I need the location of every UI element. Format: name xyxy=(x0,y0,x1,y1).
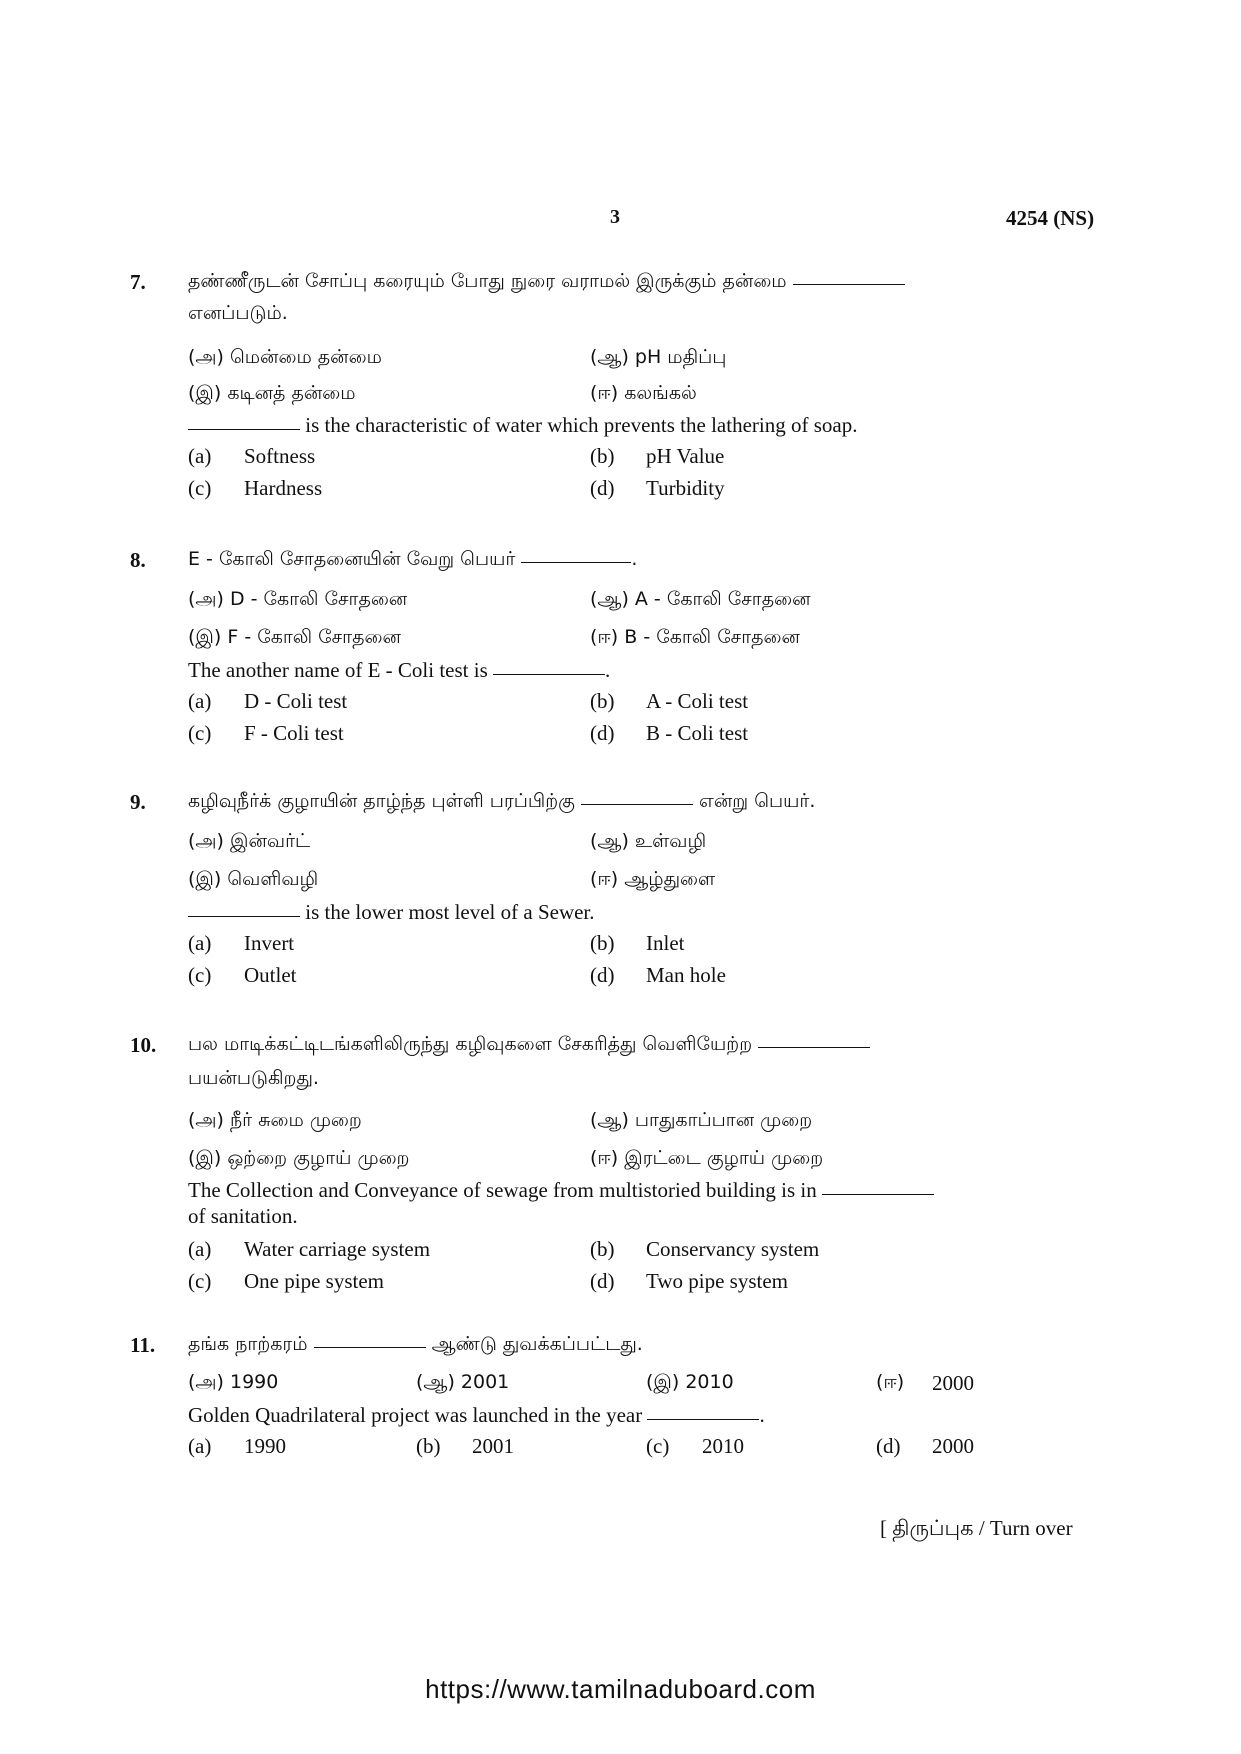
english-question: The another name of E - Coli test is . xyxy=(188,658,611,682)
english-question-text: is the characteristic of water which prevents the lathering of soap. xyxy=(305,413,858,437)
page-number: 3 xyxy=(610,206,620,228)
english-question-text: The Collection and Conveyance of sewage from multistoried building is in xyxy=(188,1178,817,1202)
answer-blank xyxy=(647,1419,759,1420)
paper-code: 4254 (NS) xyxy=(1006,206,1095,230)
tamil-option: (ஈ) B - கோலி சோதனை xyxy=(590,626,800,648)
option-d: (d) 2000 xyxy=(876,1434,974,1458)
tamil-option: (இ) 2010 xyxy=(646,1371,734,1393)
answer-blank xyxy=(188,916,300,917)
english-question-text: is the lower most level of a Sewer. xyxy=(305,900,595,924)
tamil-option: (ஈ) ஆழ்துளை xyxy=(590,868,716,890)
tamil-question: தங்க நாற்கரம் ஆண்டு துவக்கப்பட்டது. xyxy=(188,1333,643,1355)
english-question: Golden Quadrilateral project was launched in the year . xyxy=(188,1403,765,1427)
option-a: (a) Invert xyxy=(188,931,295,955)
answer-blank xyxy=(581,804,693,805)
tamil-option: (ஆ) 2001 xyxy=(416,1371,510,1393)
option-a: (a) D - Coli test xyxy=(188,689,348,713)
option-d: (d) Man hole xyxy=(590,963,726,987)
question-number: 11. xyxy=(130,1333,156,1357)
answer-blank xyxy=(493,674,605,675)
english-question xyxy=(188,900,595,925)
tamil-question-cont: பயன்படுகிறது. xyxy=(188,1067,319,1089)
option-b: (b) Inlet xyxy=(590,931,685,955)
tamil-question-text: கழிவுநீர்க் குழாயின் தாழ்ந்த புள்ளி பரப்பிற்கு xyxy=(188,790,575,812)
question-number: 9. xyxy=(130,790,146,814)
tamil-option: (இ) கடினத் தன்மை xyxy=(188,382,356,404)
footer-url: https://www.tamilnaduboard.com xyxy=(425,1674,816,1704)
tamil-option: (ஈ) xyxy=(876,1371,905,1393)
tamil-option: (அ) D - கோலி சோதனை xyxy=(188,588,408,610)
option-c: (c) 2010 xyxy=(646,1434,744,1458)
tamil-option: (அ) நீர் சுமை முறை xyxy=(188,1109,362,1131)
answer-blank xyxy=(822,1194,934,1195)
option-b: (b) Conservancy system xyxy=(590,1237,820,1261)
english-question xyxy=(188,413,857,438)
answer-blank xyxy=(758,1047,870,1048)
tamil-option: (ஆ) pH மதிப்பு xyxy=(590,346,727,368)
turn-over-note: [ திருப்புக / Turn over xyxy=(880,1516,1073,1540)
tamil-question-cont: எனப்படும். xyxy=(188,302,288,324)
tamil-question xyxy=(188,270,905,295)
tamil-option: (ஆ) A - கோலி சோதனை xyxy=(590,588,811,610)
option-d: (d) B - Coli test xyxy=(590,721,749,745)
tamil-question: கழிவுநீர்க் குழாயின் தாழ்ந்த புள்ளி பரப்பிற்கு என்று பெயர். xyxy=(188,790,816,812)
option-c: (c) One pipe system xyxy=(188,1269,384,1293)
option-c: (c) Hardness xyxy=(188,476,323,500)
option-a: (a) Water carriage system xyxy=(188,1237,431,1261)
option-b: (b) pH Value xyxy=(590,444,725,468)
tamil-question xyxy=(188,1033,870,1058)
english-question-text: Golden Quadrilateral project was launched in the year xyxy=(188,1403,643,1427)
question-number: 8. xyxy=(130,548,146,572)
english-question-text: The another name of E - Coli test is xyxy=(188,658,488,682)
answer-blank xyxy=(521,562,631,563)
tamil-question-text: பல மாடிக்கட்டிடங்களிலிருந்து கழிவுகளை சேகரித்து வெளியேற்ற xyxy=(188,1033,753,1055)
tamil-option: (ஆ) உள்வழி xyxy=(590,830,707,852)
tamil-option: (இ) வெளிவழி xyxy=(188,868,319,890)
option-d: (d) Turbidity xyxy=(590,476,725,500)
option-a: (a) 1990 xyxy=(188,1434,286,1458)
tamil-option-value: 2000 xyxy=(932,1371,974,1395)
tamil-option: (அ) 1990 xyxy=(188,1371,279,1393)
option-b: (b) 2001 xyxy=(416,1434,514,1458)
tamil-option: (அ) மென்மை தன்மை xyxy=(188,346,382,368)
tamil-question: E - கோலி சோதனையின் வேறு பெயர் . xyxy=(188,548,638,570)
tamil-question-text: E - கோலி சோதனையின் வேறு பெயர் xyxy=(188,548,516,570)
tamil-option: (இ) F - கோலி சோதனை xyxy=(188,626,401,648)
english-question-cont: of sanitation. xyxy=(188,1204,298,1228)
tamil-option: (ஆ) பாதுகாப்பான முறை xyxy=(590,1109,813,1131)
option-c: (c) F - Coli test xyxy=(188,721,344,745)
answer-blank xyxy=(188,429,300,430)
question-number: 10. xyxy=(130,1033,157,1057)
tamil-option: (இ) ஒற்றை குழாய் முறை xyxy=(188,1147,410,1169)
question-number: 7. xyxy=(130,270,146,294)
english-question xyxy=(188,1178,934,1203)
option-c: (c) Outlet xyxy=(188,963,297,987)
tamil-question-text: தண்ணீருடன் சோப்பு கரையும் போது நுரை வராமல் இருக்கும் தன்மை xyxy=(188,270,787,292)
tamil-option: (அ) இன்வர்ட் xyxy=(188,830,311,852)
option-d: (d) Two pipe system xyxy=(590,1269,789,1293)
answer-blank xyxy=(314,1347,426,1348)
tamil-option: (ஈ) கலங்கல் xyxy=(590,382,697,404)
option-b: (b) A - Coli test xyxy=(590,689,749,713)
tamil-question-text: தங்க நாற்கரம் xyxy=(188,1333,308,1355)
tamil-option: (ஈ) இரட்டை குழாய் முறை xyxy=(590,1147,824,1169)
answer-blank xyxy=(793,284,905,285)
option-a: (a) Softness xyxy=(188,444,316,468)
